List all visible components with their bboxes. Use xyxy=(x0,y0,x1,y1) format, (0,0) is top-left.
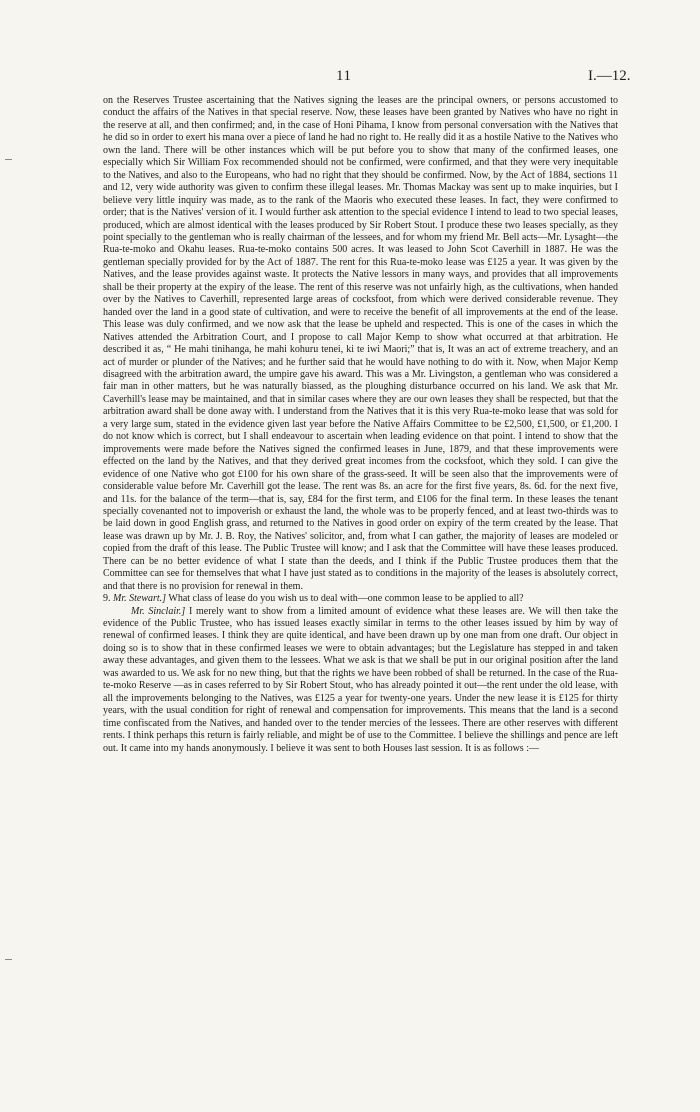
question-number: 9. xyxy=(103,593,111,605)
paragraph-question xyxy=(103,593,618,605)
document-body xyxy=(103,95,618,755)
speaker-label: Mr. Stewart.] xyxy=(113,593,167,605)
margin-mark xyxy=(5,959,12,960)
page-header xyxy=(0,68,700,90)
question-text: What class of lease do you wish us to deal with—one common lease to be applied to all? xyxy=(166,593,524,605)
speaker-label: Mr. Sinclair.] xyxy=(131,605,186,617)
answer-text: I merely want to show from a limited amount of evidence what these leases are. We will then take the evidence of the Public Trustee, who has issued leases exactly similar in terms to the other leases issued by him by way of renewal of confirmed leases. I think they are quite identical, and have been drawn up by one man from one draft. Our object in doing so is to show that in these confirmed leases we were to obtain advantages; but the Legislature has stepped in and taken away these advantages, and given them to the lessees. What we ask is that we shall be put in our original position after the land was awarded to us. We ask for no new thing, but that the rights we have been robbed of shall be returned. In the case of the Rua-te-moko Reserve —as in cases referred to by Sir Robert Stout, who has already pointed it out—the rent under the old lease, with all the improvements belonging to the Natives, was £125 a year for twenty-one years. Under the new lease it is £125 for thirty years, with the usual condition for right of renewal and compensation for improvements. This means that the land is a second time confiscated from the Natives, and handed over to the tender mercies of the lessees. There are other reserves with different rents. I think perhaps this return is fairly reliable, and might be of use to the Committee. I believe the shillings and pence are left out. It came into my hands anonymously. I believe it was sent to both Houses last session. It is as follows :— xyxy=(103,605,619,754)
page-number: 11 xyxy=(336,68,352,84)
margin-mark xyxy=(5,159,12,160)
paragraph-continuation: on the Reserves Trustee ascertaining that the Natives signing the leases are the principal owners, or persons accustomed to conduct the affairs of the Natives in that special reserve. Now, these leases have been granted by Natives who have no right in the reserve at all, and then confirmed; and, in the case of Honi Pihama, I know from personal conversation with the Natives that he did so in order to exert his mana over a piece of land he had no right to. He really did it as a hostile Native to the Natives who own the land. There will be other instances which will be put before you to show that many of the confirmed leases, one especially which Sir William Fox recommended should not be confirmed, were confirmed, and that they were very inequitable to the Natives, and also to the Europeans, who had no right that they should be confirmed. Now, by the Act of 1884, sections 11 and 12, very wide authority was given to confirm these illegal leases. Mr. Thomas Mackay was sent up to make inquiries, but I believe very little inquiry was made, as to the rank of the Maoris who executed these leases. In fact, they were confirmed to order; that is the Natives' version of it. I would further ask attention to the special evidence I intend to lead to two special leases, produced, which are almost identical with the leases produced by Sir Robert Stout. I produce these two leases specially, as they point specially to the gentleman who is really chairman of the lessees, and for whom my friend Mr. Bell acts—Mr. Lysaght—the Rua-te-moko and Okahu leases. Rua-te-moko contains 500 acres. It was leased to John Scot Caverhill in 1887. He was the gentleman specially provided for by the Act of 1887. The rent for this Rua-te-moko lease was £125 a year. It was given by the Natives, and the lease provides against waste. It protects the Native lessors in many ways, and provides that all improvements shall be their property at the expiry of the lease. The rent of this reserve was not unfairly high, as the cultivations, when handed over by the Natives to Caverhill, represented large areas of cocksfoot, from which were derived considerable revenue. They handed over the land in a good state of cultivation, and were to receive the benefit of all improvements at the end of the lease. This lease was duly confirmed, and we now ask that the lease be upheld and respected. This is one of the cases in which the Natives attended the Arbitration Court, and I propose to call Major Kemp to show what occurred at that arbitration. He described it as, “ He mahi tinihanga, he mahi kohuru tenei, ki te iwi Maori;” that is, It was an act of extreme treachery, and an act of murder or plunder of the Natives; and he further said that he would have nothing to do with it. Now, when Major Kemp disagreed with the arbitration award, the umpire gave his award. This was a Mr. Livingston, a gentleman who was considered a fair man in other matters, but he was naturally biassed, as the ploughing disturbance occurred on his land. We ask that Mr. Caverhill's lease may be maintained, and that in similar cases where they are our own leases they shall be respected, but that the arbitration award shall be done away with. I understand from the Natives that it is this very Rua-te-moko lease that was sold for a very large sum, stated in the evidence given last year before the Native Affairs Committee to be £2,500, £1,500, or £1,200. I do not know which is correct, but I shall endeavour to ascertain when leading evidence on that point. I intend to show that the improvements were made before the Natives signed the confirmed leases in June, 1879, and that these improvements were effected on the land by the Natives, and that they derived great incomes from the cocksfoot, which they sold. I can give the evidence of one Native who got £100 for his own share of the grass-seed. It will be seen also that the improvements were of considerable value before Mr. Caverhill got the lease. The rent was 8s. an acre for the first five years, 8s. 6d. for the next five, and 11s. for the balance of the term—that is, say, £84 for the first term, and £106 for the final term. In these leases the tenant specially covenanted not to impoverish or exhaust the land, the whole was to be properly fenced, and at least two-thirds was to be laid down in good English grass, and returned to the Natives in good order on expiry of the term created by the lease. That lease was drawn up by Mr. J. B. Roy, the Natives' solicitor, and, from what I can gather, the majority of leases are modeled or copied from the draft of this lease. The Public Trustee will know; and I ask that the Committee will have these leases produced. There can be no better evidence of what I state than the deeds, and I think if the Public Trustee produces them that the Committee can see for themselves that what I have just stated as to conditions in the majority of the leases is absolutely correct, and that there is no provision for renewal in them. xyxy=(103,95,618,592)
document-reference: I.—12. xyxy=(588,68,631,84)
paragraph-answer xyxy=(103,606,618,755)
